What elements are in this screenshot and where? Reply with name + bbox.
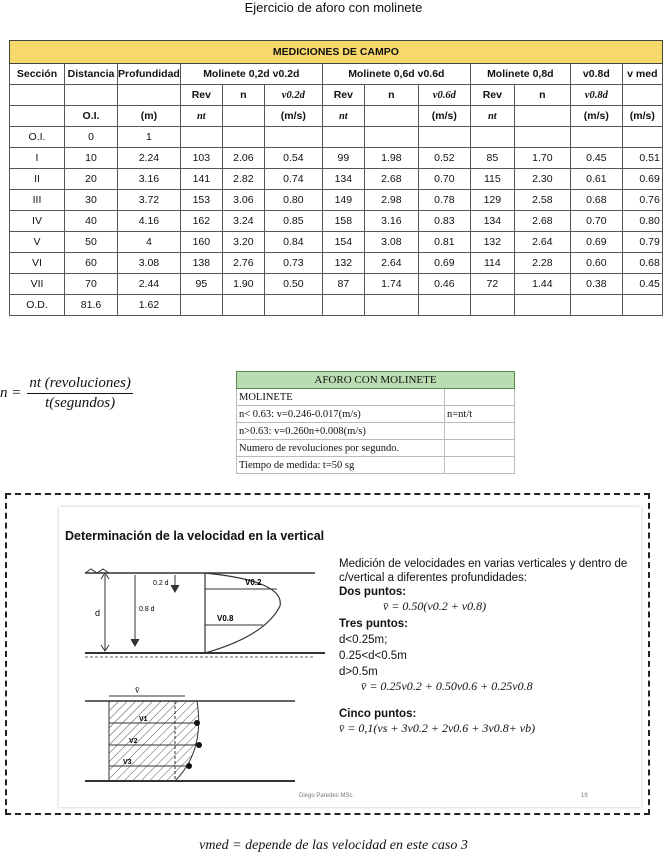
table-cell: 0.69 xyxy=(418,253,470,274)
label-cinco-puntos: Cinco puntos: xyxy=(339,708,417,720)
table-cell xyxy=(222,295,264,316)
table-cell: 99 xyxy=(322,148,364,169)
field-measurements-table xyxy=(9,40,663,328)
table-cell: 138 xyxy=(180,253,222,274)
table-cell: III xyxy=(10,190,65,211)
table-cell: 4 xyxy=(118,232,181,253)
table-cell: 0.85 xyxy=(264,211,322,232)
table-cell: 2.98 xyxy=(364,190,418,211)
diagram-v3: V3 xyxy=(123,759,132,766)
table-cell: 87 xyxy=(322,274,364,295)
slide-page-number: 19 xyxy=(581,793,588,799)
subheader-rev: Rev xyxy=(322,85,364,106)
condition-2: 0.25<d<0.5m xyxy=(339,650,407,662)
bottom-note: vmed = depende de las velocidad en este caso 3 xyxy=(199,838,468,853)
table-cell: 2.64 xyxy=(514,232,570,253)
table-row xyxy=(10,190,663,211)
table-cell xyxy=(322,295,364,316)
table-title: MEDICIONES DE CAMPO xyxy=(10,41,663,64)
table-cell: 0.69 xyxy=(570,232,622,253)
table-cell: 134 xyxy=(322,169,364,190)
table-cell: 81.6 xyxy=(65,295,118,316)
table-cell: 3.20 xyxy=(222,232,264,253)
aforo-line: n< 0.63: v=0.246-0.017(m/s) xyxy=(237,406,445,423)
table-cell: 0.78 xyxy=(418,190,470,211)
table-cell: VII xyxy=(10,274,65,295)
table-cell: 149 xyxy=(322,190,364,211)
table-cell xyxy=(180,295,222,316)
table-cell: 0.61 xyxy=(570,169,622,190)
table-cell: 162 xyxy=(180,211,222,232)
table-cell: 129 xyxy=(470,190,514,211)
subheader-rev: Rev xyxy=(470,85,514,106)
table-cell: 0.38 xyxy=(570,274,622,295)
aforo-box xyxy=(236,371,515,474)
table-row xyxy=(10,127,663,148)
table-cell: 0 xyxy=(65,127,118,148)
subheader-v: v0.6d xyxy=(418,85,470,106)
aforo-line: Tiempo de medida: t=50 sg xyxy=(237,457,445,474)
col-header-seccion: Sección xyxy=(10,64,65,85)
diagram-v1: V1 xyxy=(139,716,148,723)
page-title: Ejercicio de aforo con molinete xyxy=(244,0,423,15)
table-cell: 0.70 xyxy=(418,169,470,190)
table-cell: 3.08 xyxy=(364,232,418,253)
diagram-d: d xyxy=(95,608,101,618)
table-cell: 1.90 xyxy=(222,274,264,295)
table-cell: 0.54 xyxy=(264,148,322,169)
condition-3: d>0.5m xyxy=(339,666,378,678)
table-cell: 153 xyxy=(180,190,222,211)
table-row xyxy=(10,169,663,190)
diagram-v08: V0.8 xyxy=(217,614,234,623)
subheader-rev: Rev xyxy=(180,85,222,106)
subheader-n: n xyxy=(514,85,570,106)
table-cell: 30 xyxy=(65,190,118,211)
aforo-side: n=nt/t xyxy=(445,406,515,423)
table-cell xyxy=(222,127,264,148)
table-cell: 0.73 xyxy=(264,253,322,274)
formula-denominator: t(segundos) xyxy=(45,395,116,411)
slide-intro: Medición de velocidades en varias verticales y dentro de c/vertical a diferentes profundidades: xyxy=(339,558,628,584)
table-cell: 3.16 xyxy=(118,169,181,190)
slide-frame xyxy=(5,493,650,815)
table-cell: 0.68 xyxy=(570,190,622,211)
table-cell: 0.74 xyxy=(264,169,322,190)
table-cell xyxy=(622,127,662,148)
table-cell xyxy=(364,127,418,148)
table-cell: 2.58 xyxy=(514,190,570,211)
table-cell: 3.08 xyxy=(118,253,181,274)
table-cell: 0.83 xyxy=(418,211,470,232)
subheader-n: n xyxy=(364,85,418,106)
unit-ms: (m/s) xyxy=(264,106,322,127)
table-cell: 50 xyxy=(65,232,118,253)
table-cell xyxy=(514,127,570,148)
label-dos-puntos: Dos puntos: xyxy=(339,586,407,598)
table-cell: 2.24 xyxy=(118,148,181,169)
equation-dos-puntos: v̄ = 0.50(v0.2 + v0.8) xyxy=(383,599,487,613)
col-header-profundidad: Profundidad xyxy=(118,64,181,85)
aforo-line: MOLINETE xyxy=(237,389,445,406)
table-cell: VI xyxy=(10,253,65,274)
table-cell: 3.06 xyxy=(222,190,264,211)
unit-nt: nt xyxy=(180,106,222,127)
revolutions-formula xyxy=(0,375,133,412)
table-cell: 0.84 xyxy=(264,232,322,253)
unit-nt: nt xyxy=(322,106,364,127)
formula-numerator: nt (revoluciones) xyxy=(27,375,133,394)
table-cell: 0.51 xyxy=(622,148,662,169)
table-cell xyxy=(470,127,514,148)
table-cell: 2.68 xyxy=(514,211,570,232)
velocity-diagram xyxy=(65,551,335,791)
table-cell: 20 xyxy=(65,169,118,190)
aforo-title: AFORO CON MOLINETE xyxy=(237,372,515,389)
formula-lhs: n = xyxy=(0,385,22,401)
table-cell: II xyxy=(10,169,65,190)
condition-1: d<0.25m; xyxy=(339,634,388,646)
table-cell xyxy=(570,295,622,316)
slide xyxy=(59,507,641,807)
table-cell: 2.44 xyxy=(118,274,181,295)
unit-m: (m) xyxy=(118,106,181,127)
table-cell xyxy=(570,127,622,148)
unit-ms: (m/s) xyxy=(418,106,470,127)
table-cell: 1 xyxy=(118,127,181,148)
diagram-vbar: v̄ xyxy=(135,685,140,695)
subheader-n: n xyxy=(222,85,264,106)
table-row xyxy=(10,253,663,274)
table-cell: IV xyxy=(10,211,65,232)
table-row xyxy=(10,211,663,232)
table-cell: 0.80 xyxy=(622,211,662,232)
table-cell: 1.74 xyxy=(364,274,418,295)
equation-cinco-puntos: v̄ = 0,1(vs + 3v0.2 + 2v0.6 + 3v0.8+ vb) xyxy=(339,721,536,735)
table-cell: 0.45 xyxy=(622,274,662,295)
table-cell: 0.79 xyxy=(622,232,662,253)
table-cell xyxy=(264,295,322,316)
diagram-v02: V0.2 xyxy=(245,578,262,587)
table-cell: 3.72 xyxy=(118,190,181,211)
table-cell: V xyxy=(10,232,65,253)
table-cell: 1.44 xyxy=(514,274,570,295)
slide-footer: Diego Paredes MSc. xyxy=(299,793,355,799)
table-cell: 0.69 xyxy=(622,169,662,190)
table-cell: 0.70 xyxy=(570,211,622,232)
table-cell: 95 xyxy=(180,274,222,295)
table-cell: 114 xyxy=(470,253,514,274)
table-cell: 2.06 xyxy=(222,148,264,169)
table-cell: 0.80 xyxy=(264,190,322,211)
table-cell: 60 xyxy=(65,253,118,274)
unit-nt: nt xyxy=(470,106,514,127)
table-cell: 2.64 xyxy=(364,253,418,274)
col-header-v08: v0.8d xyxy=(570,64,622,85)
table-cell: 2.68 xyxy=(364,169,418,190)
table-cell: 2.82 xyxy=(222,169,264,190)
table-cell: 10 xyxy=(65,148,118,169)
table-cell: 0.76 xyxy=(622,190,662,211)
table-cell xyxy=(180,127,222,148)
table-cell: I xyxy=(10,148,65,169)
table-cell xyxy=(418,295,470,316)
table-row xyxy=(10,232,663,253)
table-cell: 4.16 xyxy=(118,211,181,232)
table-cell: 2.28 xyxy=(514,253,570,274)
table-cell xyxy=(470,295,514,316)
subheader-v: v0.8d xyxy=(570,85,622,106)
table-cell: 3.24 xyxy=(222,211,264,232)
table-cell: 160 xyxy=(180,232,222,253)
table-cell: 0.50 xyxy=(264,274,322,295)
table-cell xyxy=(418,127,470,148)
table-cell xyxy=(322,127,364,148)
aforo-line: n>0.63: v=0.260n+0.008(m/s) xyxy=(237,423,445,440)
table-cell: 141 xyxy=(180,169,222,190)
col-header-molinete-06: Molinete 0,6d v0.6d xyxy=(322,64,470,85)
table-cell: 0.60 xyxy=(570,253,622,274)
table-cell: 1.98 xyxy=(364,148,418,169)
table-row xyxy=(10,148,663,169)
table-cell: 103 xyxy=(180,148,222,169)
table-cell: 70 xyxy=(65,274,118,295)
label-tres-puntos: Tres puntos: xyxy=(339,618,409,630)
table-cell: O.D. xyxy=(10,295,65,316)
table-cell: 158 xyxy=(322,211,364,232)
table-cell: 134 xyxy=(470,211,514,232)
table-cell: 0.45 xyxy=(570,148,622,169)
col-header-molinete-08: Molinete 0,8d xyxy=(470,64,570,85)
table-cell: 0.46 xyxy=(418,274,470,295)
table-cell: 85 xyxy=(470,148,514,169)
col-header-vmed: v med xyxy=(622,64,662,85)
table-cell: 154 xyxy=(322,232,364,253)
slide-title: Determinación de la velocidad en la vertical xyxy=(65,529,325,543)
table-cell: 3.16 xyxy=(364,211,418,232)
col-header-distancia: Distancia xyxy=(65,64,118,85)
table-cell: 132 xyxy=(470,232,514,253)
col-header-molinete-02: Molinete 0,2d v0.2d xyxy=(180,64,322,85)
table-cell: 1.62 xyxy=(118,295,181,316)
diagram-v2: V2 xyxy=(129,738,138,745)
unit-ms: (m/s) xyxy=(570,106,622,127)
table-cell: 0.68 xyxy=(622,253,662,274)
table-cell: 132 xyxy=(322,253,364,274)
table-cell: 1.70 xyxy=(514,148,570,169)
table-cell: 2.30 xyxy=(514,169,570,190)
table-cell xyxy=(622,295,662,316)
unit-ms: (m/s) xyxy=(622,106,662,127)
table-cell xyxy=(364,295,418,316)
table-cell: 0.81 xyxy=(418,232,470,253)
aforo-line: Numero de revoluciones por segundo. xyxy=(237,440,445,457)
table-cell: 115 xyxy=(470,169,514,190)
table-row xyxy=(10,295,663,316)
diagram-d02: 0.2 d xyxy=(153,580,169,587)
diagram-d08: 0.8 d xyxy=(139,606,155,613)
unit-oi: O.I. xyxy=(65,106,118,127)
table-cell: 40 xyxy=(65,211,118,232)
table-cell xyxy=(514,295,570,316)
slide-text xyxy=(339,557,629,735)
table-cell: O.I. xyxy=(10,127,65,148)
table-cell xyxy=(264,127,322,148)
equation-tres-puntos: v̄ = 0.25v0.2 + 0.50v0.6 + 0.25v0.8 xyxy=(361,679,533,693)
subheader-v: v0.2d xyxy=(264,85,322,106)
table-cell: 72 xyxy=(470,274,514,295)
table-row xyxy=(10,274,663,295)
table-cell: 0.52 xyxy=(418,148,470,169)
table-cell: 2.76 xyxy=(222,253,264,274)
